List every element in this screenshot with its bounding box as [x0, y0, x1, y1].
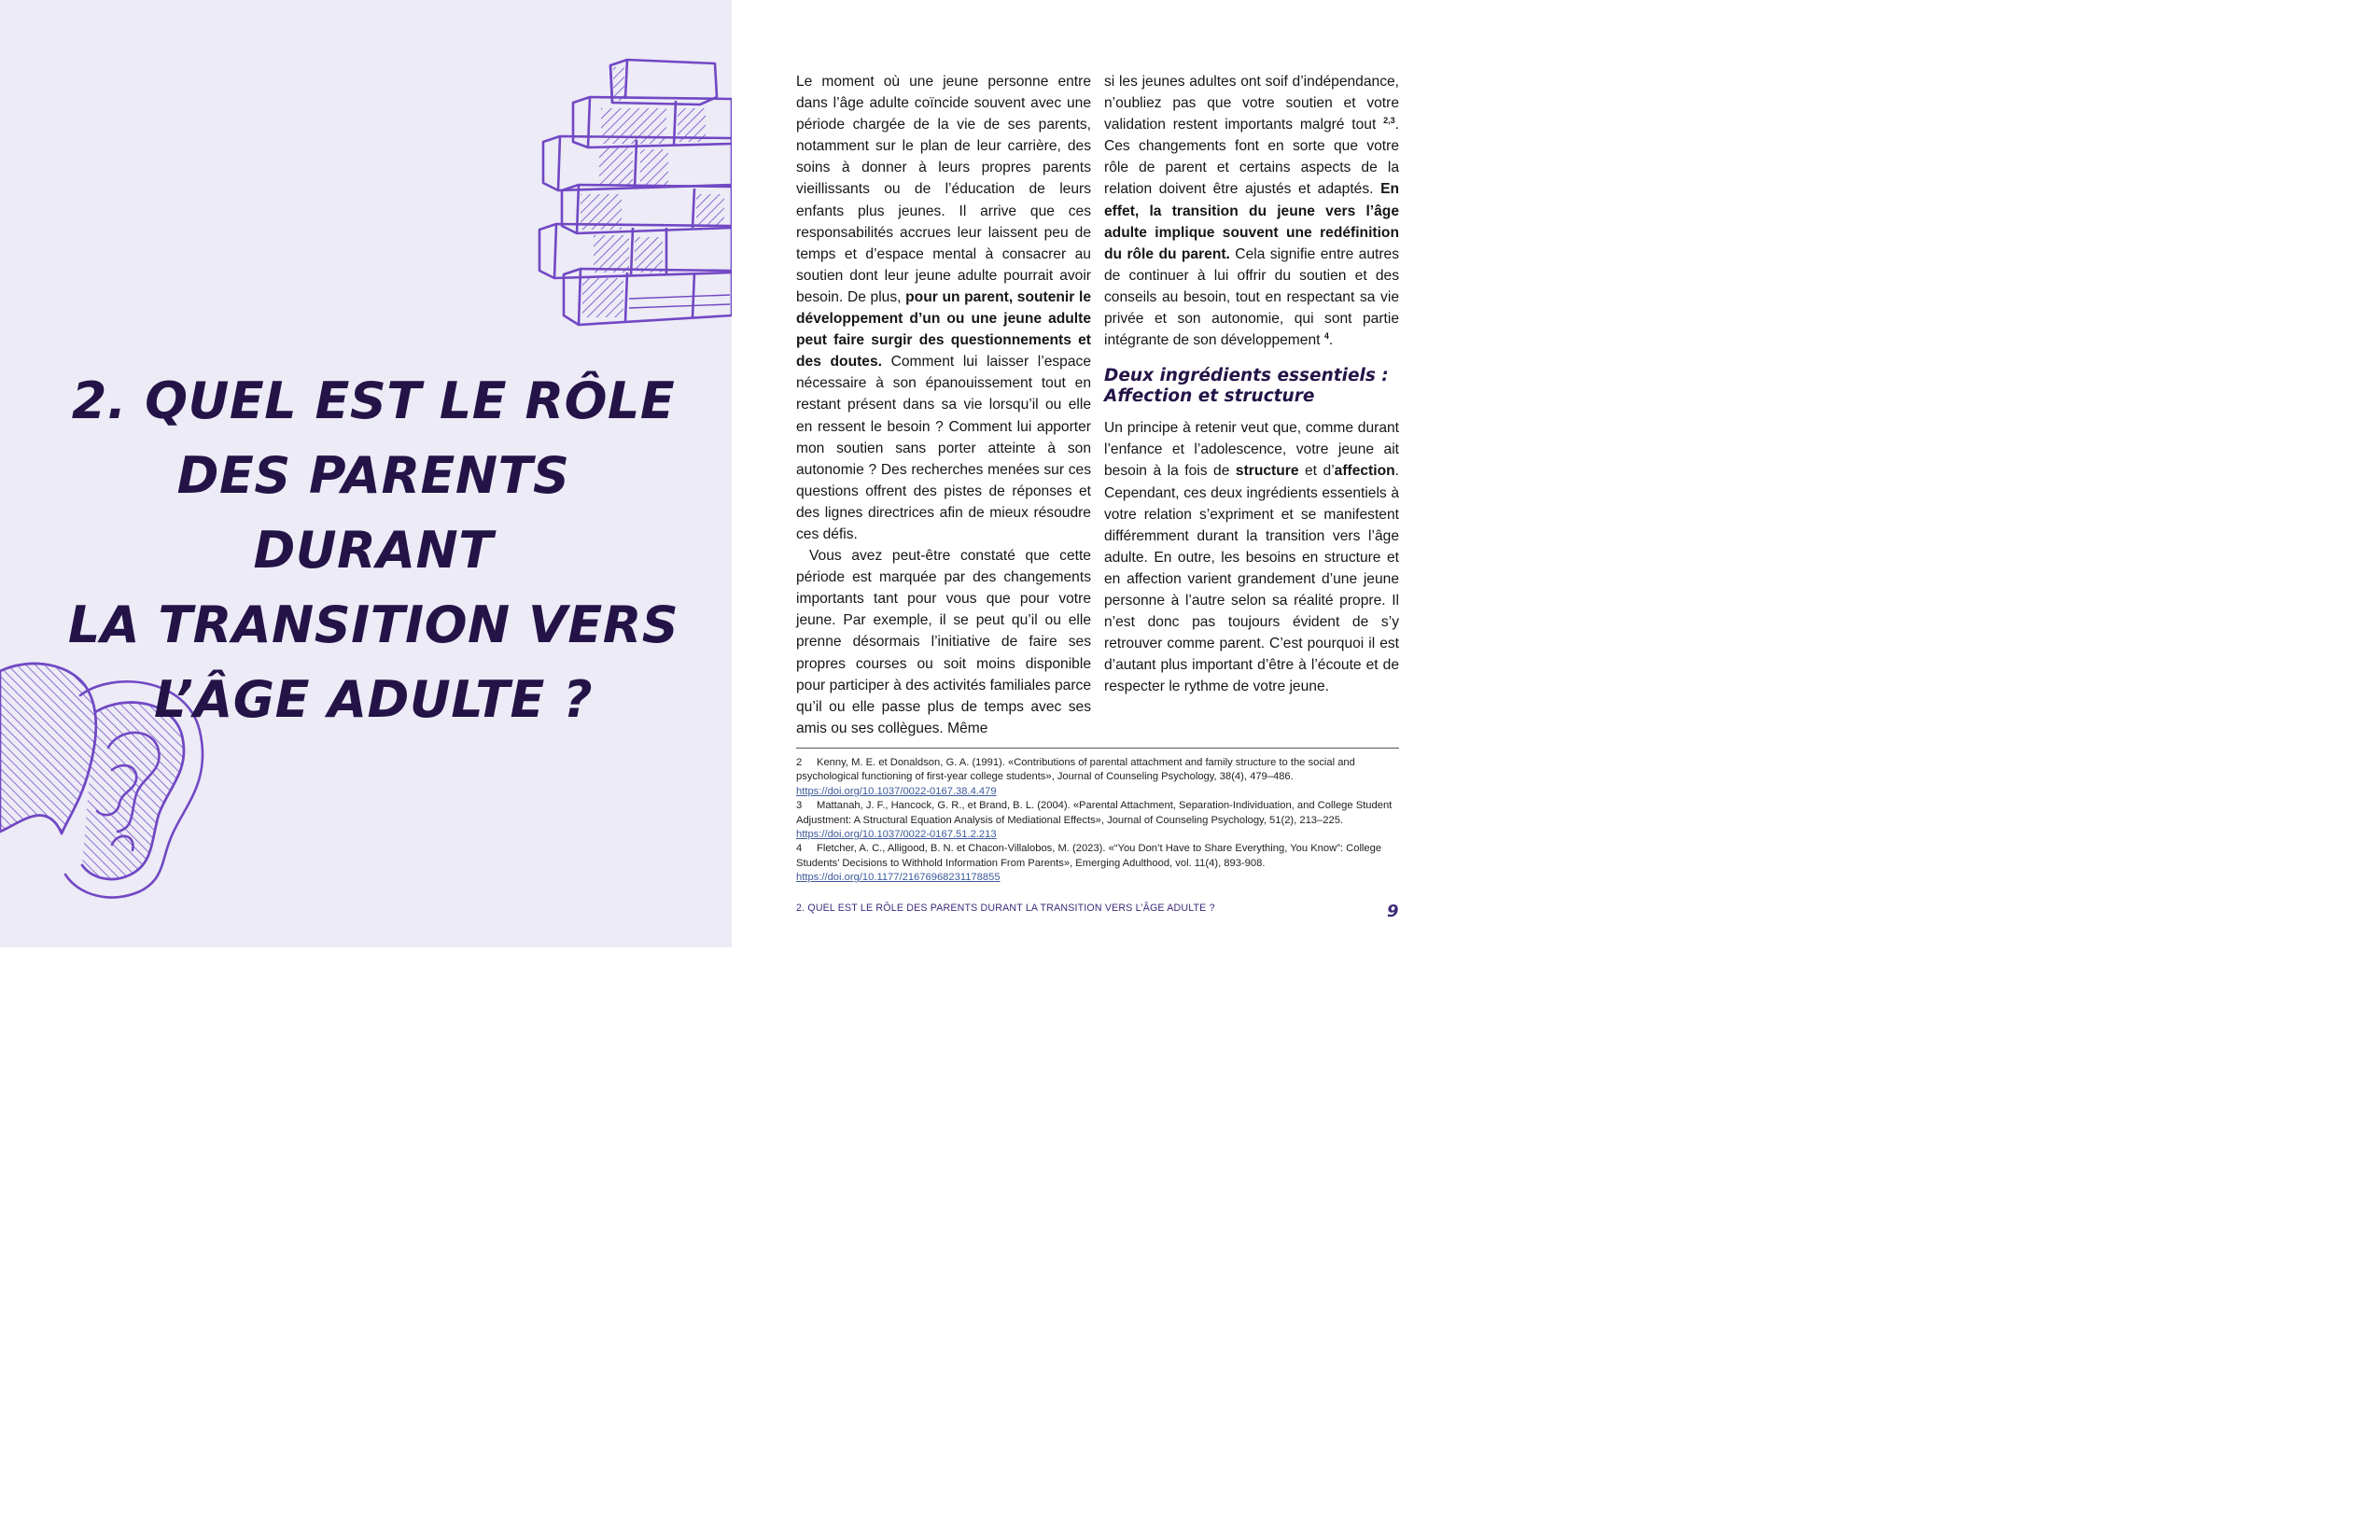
chapter-title-line: LA TRANSITION VERS	[67, 595, 679, 654]
footnote-reference[interactable]: 2,3	[1383, 116, 1395, 125]
body-paragraph	[1104, 71, 1399, 351]
body-column-right	[1104, 71, 1399, 697]
footnote-item	[796, 842, 1403, 885]
body-text: Vous avez peut-être constaté que cette période est marquée par des changements importants tant pour vous que pour votre jeune. Par exemple, il se peut qu’il ou elle prenne désormais l’initiative de faire ses propres courses ou soit moins disponible pour participer à des activités familiales parce qu’il ou elle passe plus de temps avec ses amis ou ses collègues. Même	[796, 548, 1091, 736]
body-text-bold: structure	[1235, 463, 1299, 480]
footnote-reference[interactable]: 4	[1323, 330, 1329, 341]
body-text-bold: pour un parent, soutenir le développement d’un ou une jeune adulte peut faire surgir des questionnements et des doutes.	[796, 288, 1091, 371]
page-number: 9	[1387, 902, 1399, 921]
chapter-title-line: 2. QUEL EST LE RÔLE	[71, 371, 676, 430]
body-text: . Ces changements font en sorte que votre rôle de parent et certains aspects de la relation doivent être ajustés et adaptés.	[1104, 117, 1399, 198]
body-paragraph	[1104, 417, 1399, 697]
footnote-text: Fletcher, A. C., Alligood, B. N. et Chacon-Villalobos, M. (2023). «“You Don’t Have to Share Everything, You Know”: College Students’ Decisions to Withhold Information From Parents», Emerging Adulthood, vol. 11(4), 893-908.	[796, 843, 1382, 869]
stacked-blocks-icon	[536, 54, 732, 334]
body-text: Cela signifie entre autres de continuer à lui offrir du soutien et des conseils au besoin, tout en respectant sa vie privée et son autonomie, qui sont partie intégrante de son développement	[1104, 245, 1400, 349]
body-text: si les jeunes adultes ont soif d’indépendance, n’oubliez pas que votre soutien et votre validation restent importants malgré tout	[1104, 74, 1399, 133]
footnote-number: 2	[796, 757, 803, 768]
footnote-item	[796, 756, 1403, 799]
footnotes	[796, 756, 1403, 886]
body-text-bold: affection	[1334, 463, 1395, 480]
body-text: Comment lui laisser l’espace nécessaire à son épanouissement tout en restant présent dans sa vie lorsqu’il ou elle en ressent le besoin ? Comment lui apporter mon soutien sans porter atteinte à son autonomie ? Des recherches menées sur ces questions offrent des pistes de réponses et des lignes directrices afin de mieux résoudre ces défis.	[796, 354, 1092, 542]
body-paragraph	[796, 71, 1091, 545]
footnote-text: Kenny, M. E. et Donaldson, G. A. (1991). «Contributions of parental attachment and family structure to the social and psychological functioning of first-year college students», Journal of Counseling Psychology, 38(4), 479–486.	[796, 757, 1355, 783]
chapter-title-line: L’ÂGE ADULTE ?	[153, 670, 594, 729]
footnote-text: Mattanah, J. F., Hancock, G. R., et Brand, B. L. (2004). «Parental Attachment, Separation-Individuation, and College Student Adjustment: A Structural Equation Analysis of Mediational Effects», Journal of Counseling Psychology, 51(2), 213–225.	[796, 800, 1393, 826]
footnote-item	[796, 799, 1403, 842]
footnote-doi-link[interactable]: https://doi.org/10.1177/21676968231178855	[796, 872, 1001, 884]
body-text: . Cependant, ces deux ingrédients essentiels à votre relation s’expriment et se manifestent différemment durant la transition vers l’âge adulte. En outre, les besoins en structure et en affection varient grandement d’une jeune personne à l’autre selon sa réalité propre. Il n’est donc pas toujours évident de s’y retrouver comme parent. C’est pourquoi il est d’autant plus important d’être à l’écoute et de respecter le rythme de votre jeune.	[1104, 463, 1399, 695]
footnote-number: 3	[796, 800, 803, 812]
footnote-divider	[796, 748, 1399, 749]
section-subheading: Deux ingrédients essentiels : Affection et structure	[1104, 366, 1389, 407]
running-footer: 2. QUEL EST LE RÔLE DES PARENTS DURANT LA TRANSITION VERS L’ÂGE ADULTE ?	[796, 903, 1215, 914]
body-text: et d’	[1298, 463, 1335, 480]
body-text: .	[1328, 332, 1334, 349]
body-column-left	[796, 71, 1091, 739]
chapter-title	[56, 364, 691, 737]
body-text: Un principe à retenir veut que, comme durant l’enfance et l’adolescence, votre jeune ait besoin à la fois de	[1104, 420, 1399, 480]
left-panel	[0, 0, 732, 947]
body-text: Le moment où une jeune personne entre dans l’âge adulte coïncide souvent avec une période chargée de la vie de ses parents, notamment sur le plan de leur carrière, des soins à donner à leurs propres parents vieillissants ou de l’éducation de leurs enfants plus jeunes. Il arrive que ces responsabilités accrues leur laissent peu de temps et d’espace mental à consacrer au soutien dont leur jeune adulte pourrait avoir besoin. De plus,	[796, 74, 1091, 305]
footnote-doi-link[interactable]: https://doi.org/10.1037/0022-0167.51.2.213	[796, 829, 997, 841]
footnote-doi-link[interactable]: https://doi.org/10.1037/0022-0167.38.4.479	[796, 785, 997, 797]
footnote-number: 4	[796, 843, 803, 855]
body-paragraph	[796, 545, 1091, 739]
chapter-title-line: DES PARENTS DURANT	[176, 446, 570, 580]
body-text-bold: En effet, la transition du jeune vers l’âge adulte implique souvent une redéfinition du rôle du parent.	[1104, 181, 1399, 262]
